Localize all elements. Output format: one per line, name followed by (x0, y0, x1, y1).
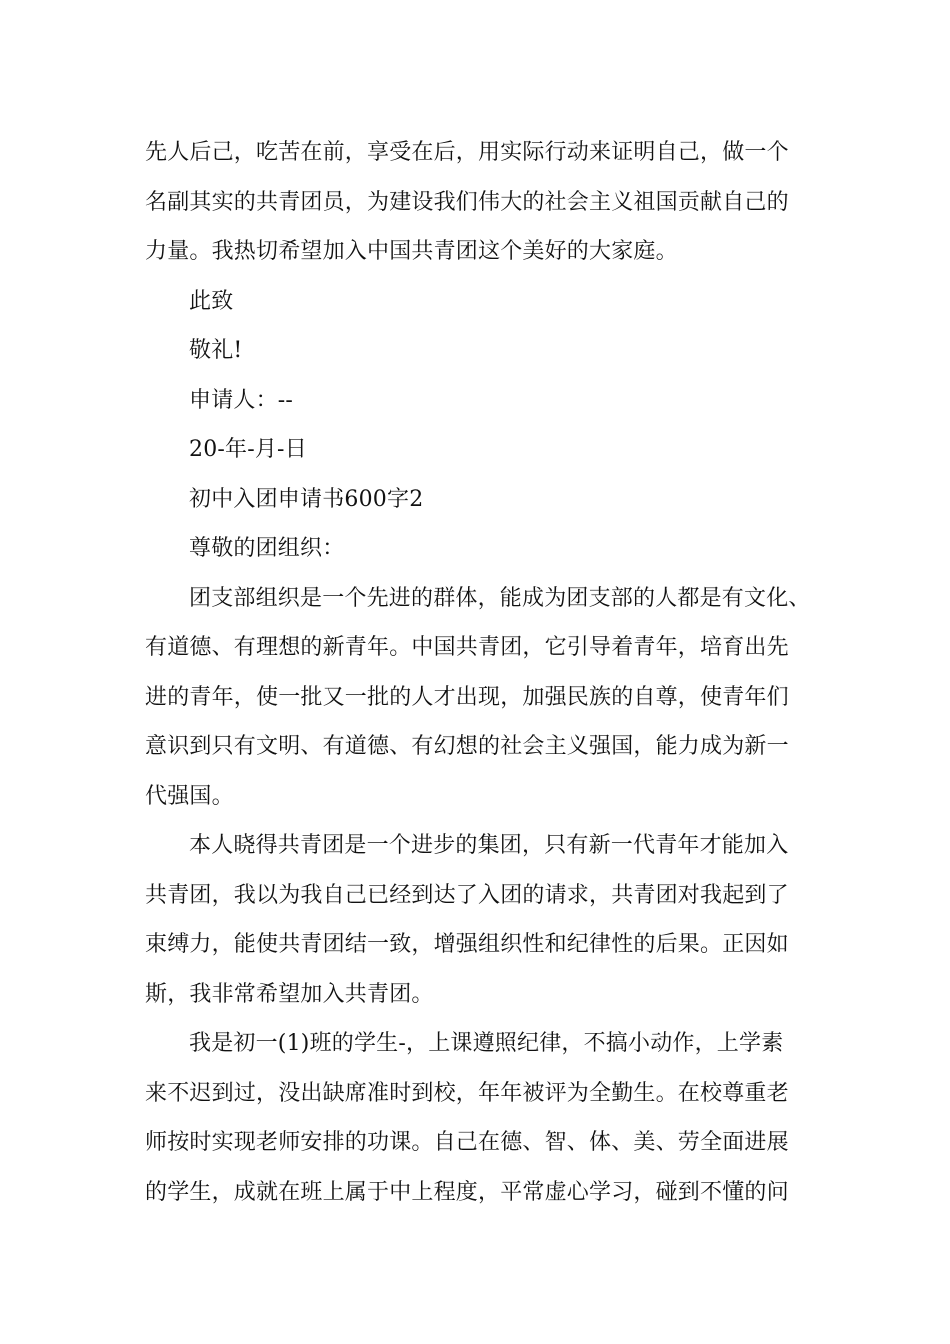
text-line: 先人后己，吃苦在前，享受在后，用实际行动来证明自己，做一个 (145, 140, 789, 165)
text-line: 共青团，我以为我自己已经到达了入团的请求，共青团对我起到了 (145, 882, 789, 908)
text-line: 进的青年，使一批又一批的人才出现，加强民族的自尊，使青年们 (145, 684, 789, 710)
text-line: 代强国。 (145, 783, 234, 809)
text-line: 有道德、有理想的新青年。中国共青团，它引导着青年，培育出先 (145, 635, 789, 660)
document-body (145, 128, 810, 1217)
text-line: 师按时实现老师安排的功课。自己在德、智、体、美、劳全面进展 (145, 1130, 789, 1155)
applicant-signature: 申请人：-- (189, 387, 294, 413)
text-line: 斯，我非常希望加入共青团。 (145, 981, 434, 1007)
signature-date: 20-年-月-日 (189, 437, 307, 462)
section-title: 初中入团申请书600字2 (189, 486, 424, 512)
text-line: 意识到只有文明、有道德、有幻想的社会主义强国，能力成为新一 (145, 734, 789, 759)
text-line: 力量。我热切希望加入中国共青团这个美好的大家庭。 (145, 239, 678, 264)
text-line: 团支部组织是一个先进的群体，能成为团支部的人都是有文化、 (189, 585, 811, 611)
text-line: 的学生，成就在班上属于中上程度，平常虚心学习，碰到不懂的问 (145, 1179, 789, 1205)
text-line: 来不迟到过，没出缺席准时到校，年年被评为全勤生。在校尊重老 (145, 1080, 789, 1106)
closing-regards: 敬礼! (189, 338, 243, 363)
text-line: 本人晓得共青团是一个进步的集团，只有新一代青年才能加入 (189, 833, 789, 858)
text-line: 名副其实的共青团员，为建设我们伟大的社会主义祖国贡献自己的 (145, 189, 789, 215)
letter-greeting: 尊敬的团组织： (189, 536, 345, 561)
text-line: 束缚力，能使共青团结一致，增强组织性和纪律性的后果。正因如 (145, 932, 789, 957)
closing-salutation: 此致 (189, 288, 234, 314)
text-line: 我是初一(1)班的学生-，上课遵照纪律，不搞小动作，上学素 (189, 1031, 784, 1056)
